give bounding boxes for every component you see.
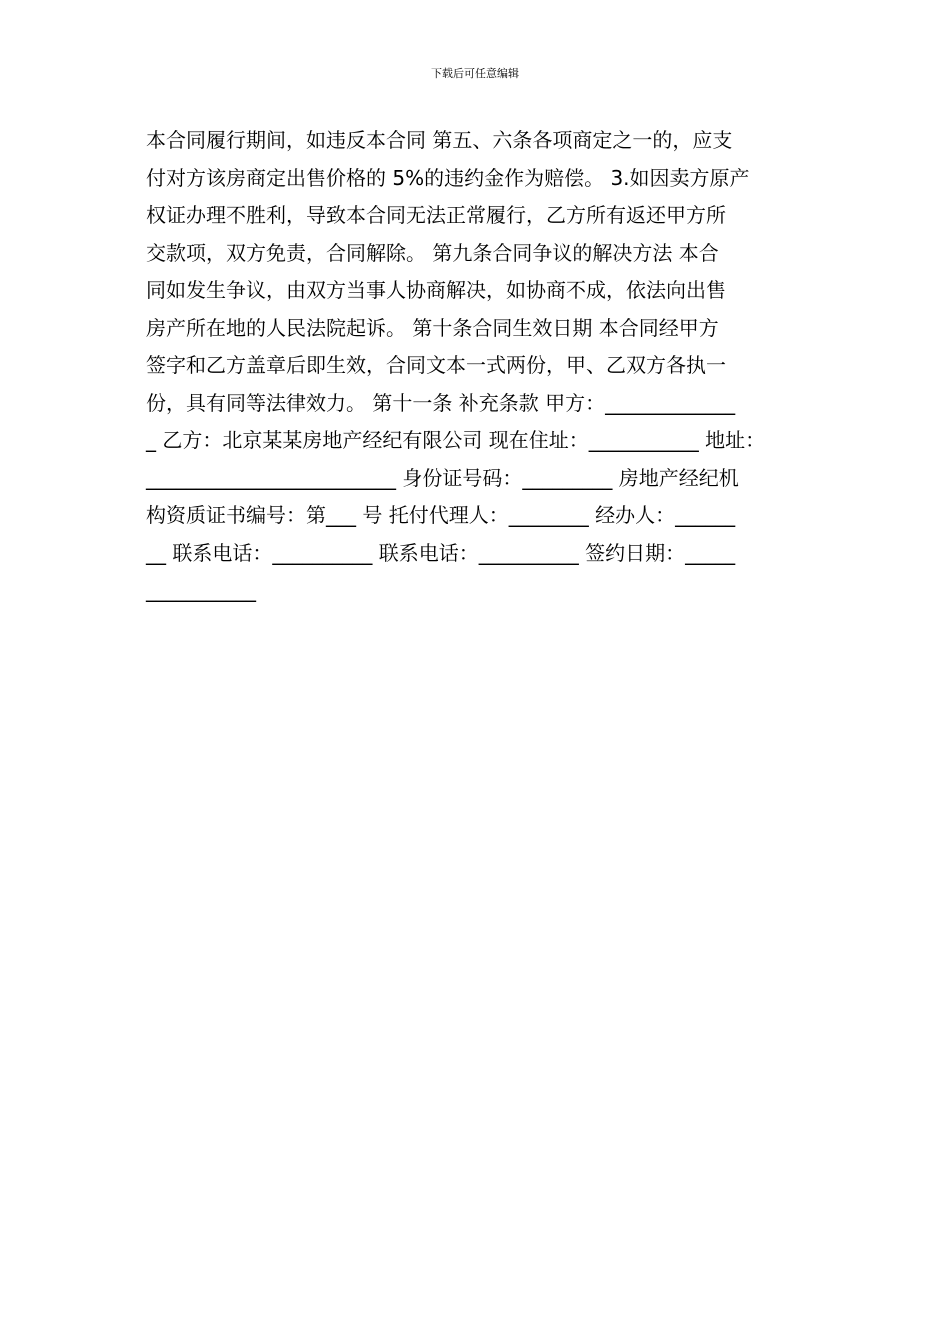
text-line: 同如发生争议，由双方当事人协商解决，如协商不成，依法向出售 xyxy=(146,278,726,302)
text-line: 份，具有同等法律效力。 第十一条 补充条款 甲方：_____________ xyxy=(146,390,736,415)
header-note: 下载后可任意编辑 xyxy=(431,67,519,80)
text-line: __ 联系电话：__________ 联系电话：__________ 签约日期：_____ xyxy=(146,540,736,565)
text-line: 构资质证书编号：第___ 号 托付代理人：________ 经办人：______ xyxy=(146,503,736,527)
text-line: 交款项，双方免责，合同解除。 第九条合同争议的解决方法 本合 xyxy=(146,240,719,265)
text-line: 房产所在地的人民法院起诉。 第十条合同生效日期 本合同经甲方 xyxy=(146,315,719,340)
text-line: ___________ xyxy=(146,578,256,602)
text-line: 本合同履行期间，如违反本合同 第五、六条各项商定之一的，应支 xyxy=(146,128,733,152)
text-line: 签字和乙方盖章后即生效，合同文本一式两份，甲、乙双方各执一 xyxy=(146,353,726,377)
contract-body-text xyxy=(146,122,810,610)
text-line: _ 乙方：北京某某房地产经纪有限公司 现在住址：___________ 地址： xyxy=(146,428,766,452)
text-line: 付对方该房商定出售价格的 5%的违约金作为赔偿。 3.如因卖方原产 xyxy=(146,165,750,190)
text-line: _________________________ 身份证号码：_________ 房地产经纪机 xyxy=(146,465,739,490)
text-line: 权证办理不胜利，导致本合同无法正常履行，乙方所有返还甲方所 xyxy=(146,203,726,227)
